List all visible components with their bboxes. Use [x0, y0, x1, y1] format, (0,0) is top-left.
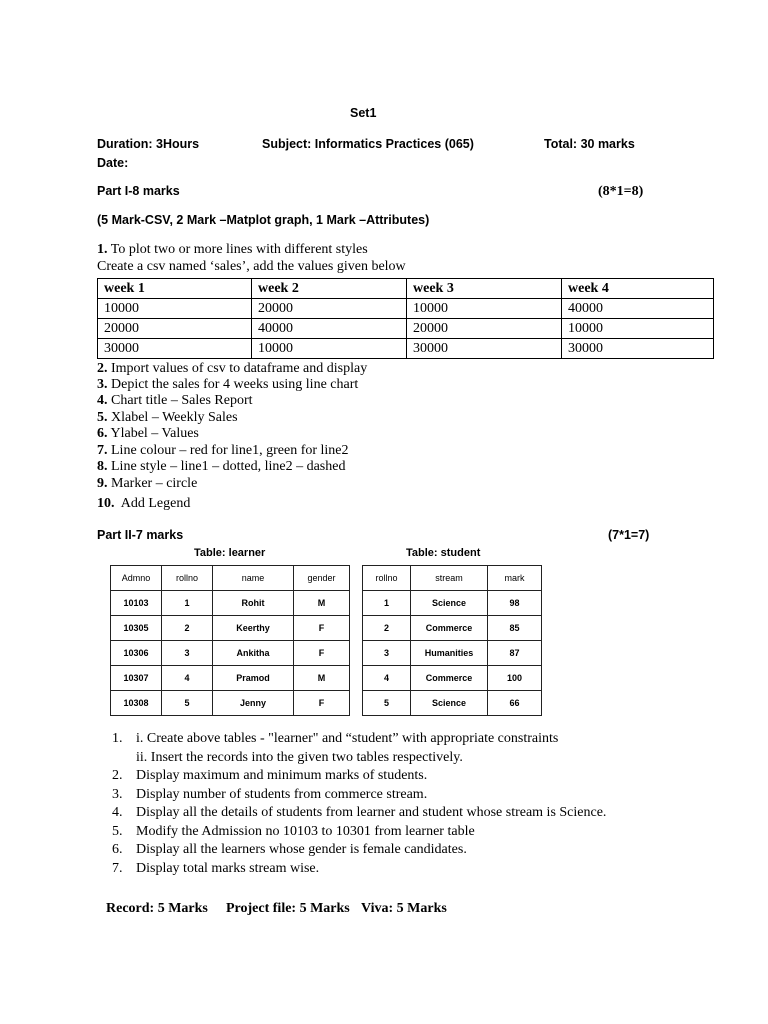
table-row: [98, 339, 714, 359]
table-cell: 10103: [111, 591, 162, 616]
question-number: 2.: [97, 361, 108, 376]
table-cell: 10305: [111, 616, 162, 641]
table-header-cell: week 3: [407, 279, 562, 299]
record-marks: Record: 5 Marks: [106, 901, 208, 916]
list-item: [112, 786, 606, 805]
question-text: Line colour – red for line1, green for line2: [111, 443, 349, 458]
date-label: Date:: [97, 156, 129, 170]
question-number: 4.: [97, 393, 108, 408]
list-number: 1.: [112, 731, 123, 746]
viva-marks: Viva: 5 Marks: [361, 901, 447, 916]
list-text: Display all the learners whose gender is female candidates.: [136, 842, 467, 857]
question-item: [97, 476, 197, 492]
table-cell: 10306: [111, 641, 162, 666]
table-cell: 10000: [407, 299, 562, 319]
table-cell: 10308: [111, 691, 162, 716]
question-number: 8.: [97, 459, 108, 474]
table-cell: Keerthy: [213, 616, 294, 641]
table-cell: F: [294, 691, 350, 716]
question-item: [97, 393, 253, 409]
table-cell: Rohit: [213, 591, 294, 616]
table-row: [111, 691, 350, 716]
list-text: Display maximum and minimum marks of students.: [136, 768, 428, 783]
question-number: 10.: [97, 496, 115, 511]
table-cell: Humanities: [411, 641, 488, 666]
question-item: [97, 496, 190, 512]
list-item: [112, 860, 606, 879]
table-cell: 30000: [98, 339, 252, 359]
part1-title: Part I-8 marks: [97, 184, 180, 198]
question-1-sub: Create a csv named ‘sales’, add the values given below: [97, 259, 406, 274]
question-number: 6.: [97, 426, 108, 441]
table-row: [111, 616, 350, 641]
list-item: [112, 730, 606, 767]
table-row: [363, 666, 542, 691]
table-cell: 10000: [252, 339, 407, 359]
table-cell: 20000: [98, 319, 252, 339]
table-cell: 30000: [407, 339, 562, 359]
question-1: [97, 242, 368, 258]
duration: Duration: 3Hours: [97, 137, 200, 151]
table-cell: 10307: [111, 666, 162, 691]
table-cell: 2: [162, 616, 213, 641]
table-header-cell: week 4: [562, 279, 714, 299]
student-table-caption: Table: student: [406, 547, 481, 559]
list-text: i. Create above tables - "learner" and “student” with appropriate constraints: [136, 731, 559, 746]
table-header-row: [98, 279, 714, 299]
student-table: [362, 565, 542, 716]
table-cell: 4: [162, 666, 213, 691]
question-number: 1.: [97, 242, 108, 257]
table-cell: 5: [162, 691, 213, 716]
list-text: Modify the Admission no 10103 to 10301 from learner table: [136, 823, 475, 839]
table-cell: F: [294, 616, 350, 641]
question-text: Ylabel – Values: [110, 426, 199, 441]
question-item: [97, 361, 367, 377]
table-header-cell: rollno: [162, 566, 213, 591]
table-cell: M: [294, 591, 350, 616]
table-cell: 85: [488, 616, 542, 641]
set-title: Set1: [350, 106, 377, 120]
list-subtext: ii. Insert the records into the given two tables respectively.: [136, 749, 463, 765]
list-number: 4.: [112, 805, 123, 820]
table-header-cell: week 1: [98, 279, 252, 299]
table-cell: Science: [411, 591, 488, 616]
total-marks: Total: 30 marks: [544, 137, 635, 151]
question-text: To plot two or more lines with different styles: [110, 242, 368, 257]
table-cell: Commerce: [411, 666, 488, 691]
list-item: [112, 841, 606, 860]
table-header-cell: stream: [411, 566, 488, 591]
table-cell: 1: [162, 591, 213, 616]
list-number: 6.: [112, 842, 123, 857]
question-text: Chart title – Sales Report: [111, 393, 253, 408]
list-item: [112, 804, 606, 823]
table-cell: 20000: [252, 299, 407, 319]
list-number: 3.: [112, 786, 123, 802]
table-cell: 5: [363, 691, 411, 716]
table-header-cell: gender: [294, 566, 350, 591]
table-cell: 4: [363, 666, 411, 691]
table-cell: 87: [488, 641, 542, 666]
question-text: Import values of csv to dataframe and display: [111, 361, 368, 376]
question-item: [97, 377, 358, 393]
table-row: [111, 666, 350, 691]
table-row: [363, 641, 542, 666]
table-header-cell: mark: [488, 566, 542, 591]
table-header-cell: Admno: [111, 566, 162, 591]
part2-question-list: [112, 730, 606, 878]
table-cell: Commerce: [411, 616, 488, 641]
list-number: 5.: [112, 823, 123, 839]
question-text: Depict the sales for 4 weeks using line chart: [111, 377, 359, 392]
list-number: 2.: [112, 768, 123, 783]
table-row: [98, 319, 714, 339]
list-text: Display all the details of students from learner and student whose stream is Science.: [136, 805, 607, 820]
table-cell: Ankitha: [213, 641, 294, 666]
sales-table: [97, 278, 714, 359]
table-cell: 30000: [562, 339, 714, 359]
table-cell: 1: [363, 591, 411, 616]
table-row: [363, 616, 542, 641]
table-cell: 2: [363, 616, 411, 641]
part1-marks: (8*1=8): [598, 184, 644, 199]
list-text: Display number of students from commerce stream.: [136, 786, 428, 802]
table-header-row: [111, 566, 350, 591]
table-row: [363, 691, 542, 716]
table-cell: 40000: [252, 319, 407, 339]
question-item: [97, 410, 238, 426]
table-row: [111, 641, 350, 666]
part2-marks: (7*1=7): [608, 528, 650, 542]
list-number: 7.: [112, 860, 123, 876]
question-number: 7.: [97, 443, 108, 458]
table-cell: 40000: [562, 299, 714, 319]
question-item: [97, 443, 349, 459]
table-cell: 10000: [98, 299, 252, 319]
part1-breakdown: (5 Mark-CSV, 2 Mark –Matplot graph, 1 Mark –Attributes): [97, 213, 430, 227]
question-item: [97, 426, 199, 442]
list-item: [112, 767, 606, 786]
table-cell: 10000: [562, 319, 714, 339]
table-cell: Jenny: [213, 691, 294, 716]
table-header-cell: rollno: [363, 566, 411, 591]
learner-table: [110, 565, 350, 716]
table-header-cell: name: [213, 566, 294, 591]
table-cell: F: [294, 641, 350, 666]
project-file-marks: Project file: 5 Marks: [226, 901, 350, 916]
list-text: Display total marks stream wise.: [136, 860, 320, 876]
table-cell: M: [294, 666, 350, 691]
table-cell: Pramod: [213, 666, 294, 691]
table-cell: 66: [488, 691, 542, 716]
table-header-row: [363, 566, 542, 591]
table-row: [111, 591, 350, 616]
question-number: 5.: [97, 410, 108, 425]
table-cell: 100: [488, 666, 542, 691]
table-header-cell: week 2: [252, 279, 407, 299]
part2-title: Part II-7 marks: [97, 528, 184, 542]
table-cell: 3: [363, 641, 411, 666]
learner-table-caption: Table: learner: [194, 547, 266, 559]
subject: Subject: Informatics Practices (065): [262, 137, 474, 151]
question-number: 9.: [97, 476, 108, 491]
table-cell: 98: [488, 591, 542, 616]
question-text: Add Legend: [120, 496, 191, 511]
table-row: [98, 299, 714, 319]
question-text: Marker – circle: [111, 476, 198, 491]
question-text: Line style – line1 – dotted, line2 – dashed: [111, 459, 346, 474]
table-row: [363, 591, 542, 616]
table-cell: 20000: [407, 319, 562, 339]
question-item: [97, 459, 345, 475]
table-cell: Science: [411, 691, 488, 716]
question-text: Xlabel – Weekly Sales: [111, 410, 238, 425]
list-item: [112, 823, 606, 842]
question-number: 3.: [97, 377, 108, 392]
table-cell: 3: [162, 641, 213, 666]
